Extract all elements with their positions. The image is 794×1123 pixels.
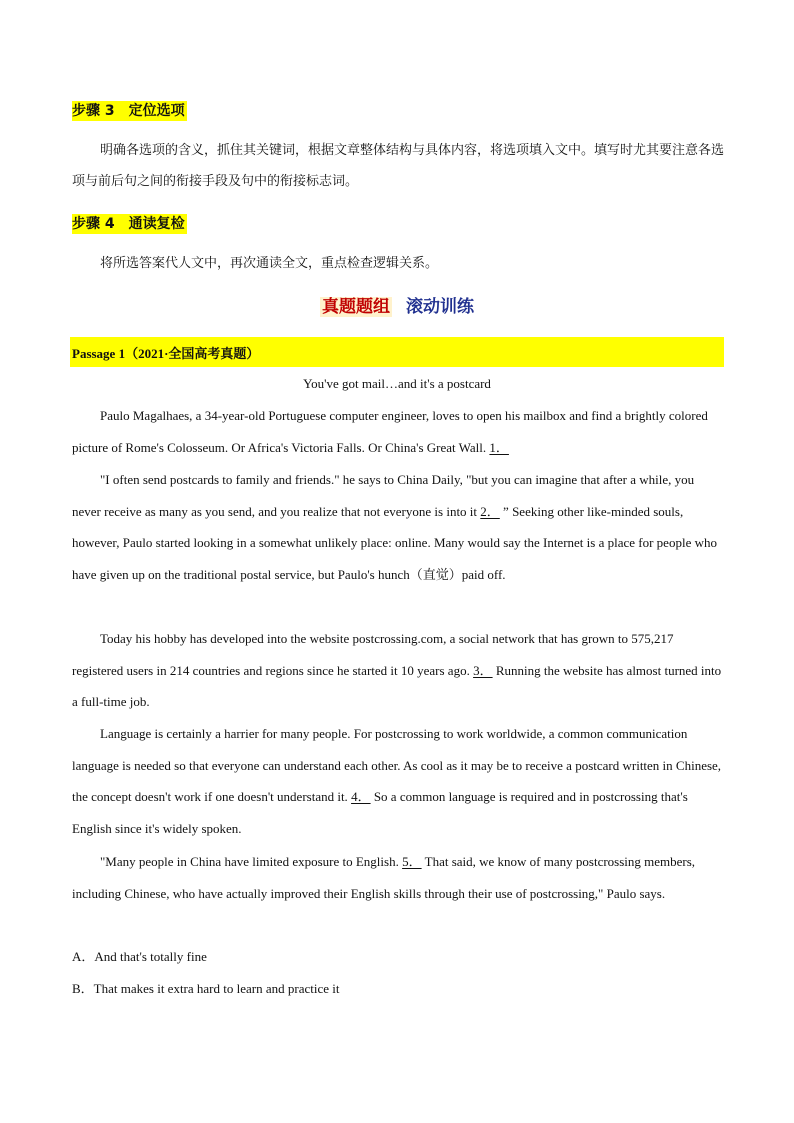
option-b: B．That makes it extra hard to learn and practice it [72, 981, 340, 996]
passage-paragraph-3: Today his hobby has developed into the website postcrossing.com, a social network that has grown to 575,217 registered users in 214 countries and regions since he started it 10 years ago. 3． Running the website has almost turned into a full-time job. [72, 631, 722, 710]
section-title [0, 295, 794, 319]
passage-title: You've got mail…and it's a postcard [303, 376, 491, 391]
blank-4: 4． [351, 789, 371, 805]
section-title-red: 真题题组 [322, 297, 390, 317]
passage-label-bar [70, 337, 724, 367]
passage-paragraph-5: "Many people in China have limited exposure to English. 5． That said, we know of many postcrossing members, including Chinese, who have actually improved their English skills through their use of postcrossing," Paulo says. [72, 854, 696, 901]
passage-paragraph-4: Language is certainly a harrier for many people. For postcrossing to work worldwide, a common communication language is needed so that everyone can understand each other. As cool as it may be to receive a postcard written in Chinese, the concept doesn't work if one doesn't understand it. 4． So a common language is required and in postcrossing that's English since it's widely spoken. [72, 726, 722, 837]
step4-text: 将所选答案代人文中，再次通读全文，重点检查逻辑关系。 [100, 256, 439, 271]
passage-paragraph-2: "I often send postcards to family and friends." he says to China Daily, "but you can imagine that after a while, you never receive as many as you send, and you realize that not everyone is into it 2． ” Seeking other like-minded souls, however, Paulo started looking in a somewhat unlikely place: online. Many would say the Internet is a place for people who have given up on the traditional postal service, but Paulo's hunch（直觉）paid off. [72, 472, 717, 583]
blank-3: 3． [473, 662, 493, 678]
blank-2: 2． [480, 503, 500, 519]
step3-text: 明确各选项的含义，抓住其关键词，根据文章整体结构与具体内容，将选项填入文中。填写时尤其要注意各选项与前后句之间的衔接手段及句中的衔接标志词。 [72, 143, 725, 189]
step3-heading: 步骤 3 定位选项 [72, 103, 185, 119]
blank-5: 5． [402, 854, 422, 869]
passage-label: Passage 1（2021·全国高考真题） [72, 346, 260, 361]
step4-heading: 步骤 4 通读复检 [72, 216, 185, 232]
blank-1: 1． [489, 439, 509, 455]
option-a: A．And that's totally fine [72, 949, 207, 964]
passage-paragraph-1: Paulo Magalhaes, a 34-year-old Portuguese computer engineer, loves to open his mailbox and find a brightly colored picture of Rome's Colosseum. Or Africa's Victoria Falls. Or China's Great Wall. 1． [72, 408, 708, 455]
section-title-blue: 滚动训练 [406, 297, 474, 317]
